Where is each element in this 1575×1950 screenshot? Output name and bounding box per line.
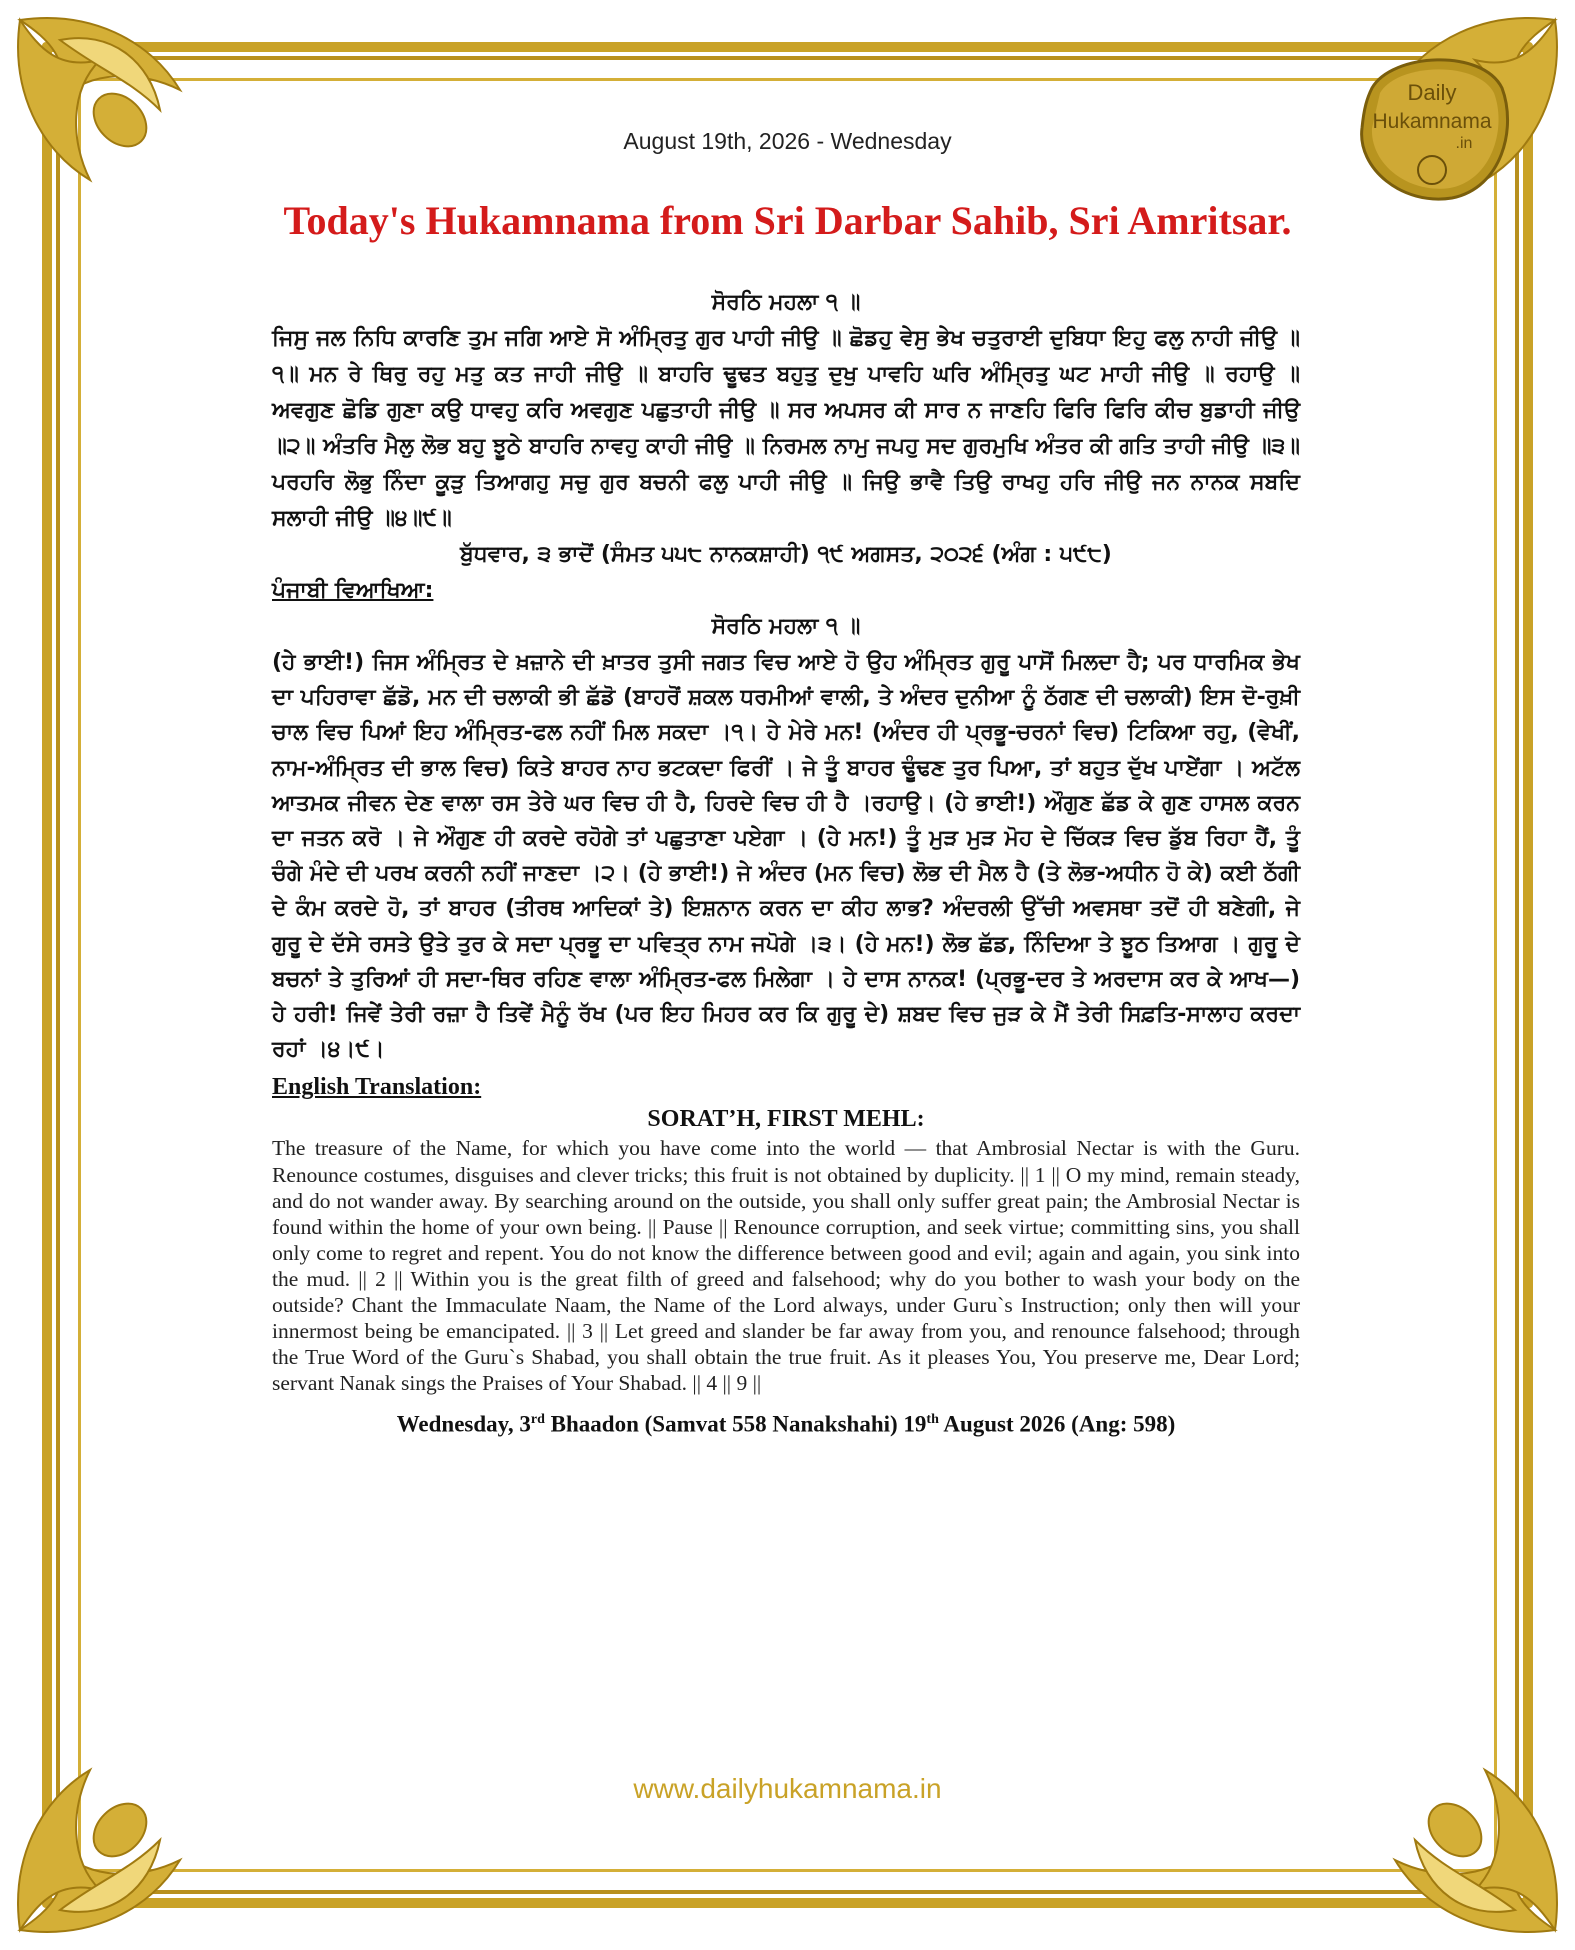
content-body [272,285,1300,1443]
svg-text:Daily: Daily [1407,80,1457,105]
footer-url-link[interactable]: www.dailyhukamnama.in [633,1773,942,1804]
english-translation: The treasure of the Name, for which you have come into the world — that Ambrosial Nectar is with the Guru. Renounce costumes, disguises and clever tricks; this fruit is not obtained by duplicity. || 1 || O my mind, remain steady, and do not wander away. By searching around on the outside, you shall only suffer great pain; the Ambrosial Nectar is found within the home of your own being. || Pause || Renounce corruption, and seek virtue; committing sins, you shall only come to regret and repent. You do not know the difference between good and evil; again and again, you sink into the mud. || 2 || Within you is the great filth of greed and falsehood; why do you bother to wash your body on the outside? Chant the Immaculate Naam, the Name of the Lord always, under Guru`s Instruction; only then will your innermost being be emancipated. || 3 || Let greed and slander be far away from you, and renounce falsehood; through the True Word of the Guru`s Shabad, you shall obtain the true fruit. As it pleases You, You preserve me, Dear Lord; servant Nanak sings the Praises of Your Shabad. || 4 || 9 || [272,1136,1300,1396]
punjabi-heading: ਸੋਰਠਿ ਮਹਲਾ ੧ ॥ [711,614,861,639]
english-date-line: Wednesday, 3rd Bhaadon (Samvat 558 Nanakshahi) 19th August 2026 (Ang: 598) [396,1412,1176,1438]
svg-text:.in: .in [1455,135,1473,152]
english-section-label: English Translation: [272,1074,482,1101]
english-heading: SORAT’H, FIRST MEHL: [647,1106,925,1133]
gurbani-heading: ਸੋਰਠਿ ਮਹਲਾ ੧ ॥ [711,290,861,315]
punjabi-section-label: ਪੰਜਾਬੀ ਵਿਆਖਿਆ: [272,578,434,603]
ornament-corner-bottom-left [0,1670,280,1950]
page-title: Today's Hukamnama from Sri Darbar Sahib, Sri Amritsar. [283,198,1292,243]
gurbani-text: ਜਿਸੁ ਜਲ ਨਿਧਿ ਕਾਰਣਿ ਤੁਮ ਜਗਿ ਆਏ ਸੋ ਅੰਮ੍ਰਿਤੁ ਗੁਰ ਪਾਹੀ ਜੀਉ ॥ ਛੋਡਹੁ ਵੇਸੁ ਭੇਖ ਚਤੁਰਾਈ ਦੁਬਿਧਾ ਇਹੁ ਫਲੁ ਨਾਹੀ ਜੀਉ ॥੧॥ ਮਨ ਰੇ ਥਿਰੁ ਰਹੁ ਮਤੁ ਕਤ ਜਾਹੀ ਜੀਉ ॥ ਬਾਹਰਿ ਢੂਢਤ ਬਹੁਤੁ ਦੁਖੁ ਪਾਵਹਿ ਘਰਿ ਅੰਮ੍ਰਿਤੁ ਘਟ ਮਾਹੀ ਜੀਉ ॥ ਰਹਾਉ ॥ ਅਵਗੁਣ ਛੋਡਿ ਗੁਣਾ ਕਉ ਧਾਵਹੁ ਕਰਿ ਅਵਗੁਣ ਪਛੁਤਾਹੀ ਜੀਉ ॥ ਸਰ ਅਪਸਰ ਕੀ ਸਾਰ ਨ ਜਾਣਹਿ ਫਿਰਿ ਫਿਰਿ ਕੀਚ ਬੁਡਾਹੀ ਜੀਉ ॥੨॥ ਅੰਤਰਿ ਮੈਲੁ ਲੋਭ ਬਹੁ ਝੂਠੇ ਬਾਹਰਿ ਨਾਵਹੁ ਕਾਹੀ ਜੀਉ ॥ ਨਿਰਮਲ ਨਾਮੁ ਜਪਹੁ ਸਦ ਗੁਰਮੁਖਿ ਅੰਤਰ ਕੀ ਗਤਿ ਤਾਹੀ ਜੀਉ ॥੩॥ ਪਰਹਰਿ ਲੋਭੁ ਨਿੰਦਾ ਕੂੜੁ ਤਿਆਗਹੁ ਸਚੁ ਗੁਰ ਬਚਨੀ ਫਲੁ ਪਾਹੀ ਜੀਉ ॥ ਜਿਉ ਭਾਵੈ ਤਿਉ ਰਾਖਹੁ ਹਰਿ ਜੀਉ ਜਨ ਨਾਨਕ ਸਬਦਿ ਸਲਾਹੀ ਜੀਉ ॥੪॥੯॥ [272,326,1300,531]
gurbani-date-line: ਬੁੱਧਵਾਰ, ੩ ਭਾਦੋਂ (ਸੰਮਤ ੫੫੮ ਨਾਨਕਸ਼ਾਹੀ) ੧੯ ਅਗਸਤ, ੨੦੨੬ (ਅੰਗ : ੫੯੮) [460,542,1112,567]
header-date: August 19th, 2026 - Wednesday [623,128,952,154]
svg-text:Hukamnama: Hukamnama [1372,110,1492,133]
punjabi-explanation: (ਹੇ ਭਾਈ!) ਜਿਸ ਅੰਮ੍ਰਿਤ ਦੇ ਖ਼ਜ਼ਾਨੇ ਦੀ ਖ਼ਾਤਰ ਤੁਸੀ ਜਗਤ ਵਿਚ ਆਏ ਹੋ ਉਹ ਅੰਮ੍ਰਿਤ ਗੁਰੂ ਪਾਸੋਂ ਮਿਲਦਾ ਹੈ; ਪਰ ਧਾਰਮਿਕ ਭੇਖ ਦਾ ਪਹਿਰਾਵਾ ਛੱਡੋ, ਮਨ ਦੀ ਚਲਾਕੀ ਭੀ ਛੱਡੋ (ਬਾਹਰੋਂ ਸ਼ਕਲ ਧਰਮੀਆਂ ਵਾਲੀ, ਤੇ ਅੰਦਰ ਦੁਨੀਆ ਨੂੰ ਠੱਗਣ ਦੀ ਚਲਾਕੀ) ਇਸ ਦੋ-ਰੁਖ਼ੀ ਚਾਲ ਵਿਚ ਪਿਆਂ ਇਹ ਅੰਮ੍ਰਿਤ-ਫਲ ਨਹੀਂ ਮਿਲ ਸਕਦਾ ।੧। ਹੇ ਮੇਰੇ ਮਨ! (ਅੰਦਰ ਹੀ ਪ੍ਰਭੂ-ਚਰਨਾਂ ਵਿਚ) ਟਿਕਿਆ ਰਹੁ, (ਵੇਖੀਂ, ਨਾਮ-ਅੰਮ੍ਰਿਤ ਦੀ ਭਾਲ ਵਿਚ) ਕਿਤੇ ਬਾਹਰ ਨਾਹ ਭਟਕਦਾ ਫਿਰੀਂ । ਜੇ ਤੂੰ ਬਾਹਰ ਢੂੰਢਣ ਤੁਰ ਪਿਆ, ਤਾਂ ਬਹੁਤ ਦੁੱਖ ਪਾਏਂਗਾ । ਅਟੱਲ ਆਤਮਕ ਜੀਵਨ ਦੇਣ ਵਾਲਾ ਰਸ ਤੇਰੇ ਘਰ ਵਿਚ ਹੀ ਹੈ, ਹਿਰਦੇ ਵਿਚ ਹੀ ਹੈ ।ਰਹਾਉ। (ਹੇ ਭਾਈ!) ਔਗੁਣ ਛੱਡ ਕੇ ਗੁਣ ਹਾਸਲ ਕਰਨ ਦਾ ਜਤਨ ਕਰੋ । ਜੇ ਔਗੁਣ ਹੀ ਕਰਦੇ ਰਹੋਗੇ ਤਾਂ ਪਛੁਤਾਣਾ ਪਏਗਾ । (ਹੇ ਮਨ!) ਤੂੰ ਮੁੜ ਮੁੜ ਮੋਹ ਦੇ ਚਿੱਕੜ ਵਿਚ ਡੁੱਬ ਰਿਹਾ ਹੈਂ, ਤੂੰ ਚੰਗੇ ਮੰਦੇ ਦੀ ਪਰਖ ਕਰਨੀ ਨਹੀਂ ਜਾਣਦਾ ।੨। (ਹੇ ਭਾਈ!) ਜੇ ਅੰਦਰ (ਮਨ ਵਿਚ) ਲੋਭ ਦੀ ਮੈਲ ਹੈ (ਤੇ ਲੋਭ-ਅਧੀਨ ਹੋ ਕੇ) ਕਈ ਠੱਗੀ ਦੇ ਕੰਮ ਕਰਦੇ ਹੋ, ਤਾਂ ਬਾਹਰ (ਤੀਰਥ ਆਦਿਕਾਂ ਤੇ) ਇਸ਼ਨਾਨ ਕਰਨ ਦਾ ਕੀਹ ਲਾਭ? ਅੰਦਰਲੀ ਉੱਚੀ ਅਵਸਥਾ ਤਦੋਂ ਹੀ ਬਣੇਗੀ, ਜੇ ਗੁਰੂ ਦੇ ਦੱਸੇ ਰਸਤੇ ਉਤੇ ਤੁਰ ਕੇ ਸਦਾ ਪ੍ਰਭੂ ਦਾ ਪਵਿਤ੍ਰ ਨਾਮ ਜਪੋਗੇ ।੩। (ਹੇ ਮਨ!) ਲੋਭ ਛੱਡ, ਨਿੰਦਿਆ ਤੇ ਝੂਠ ਤਿਆਗ । ਗੁਰੂ ਦੇ ਬਚਨਾਂ ਤੇ ਤੁਰਿਆਂ ਹੀ ਸਦਾ-ਥਿਰ ਰਹਿਣ ਵਾਲਾ ਅੰਮ੍ਰਿਤ-ਫਲ ਮਿਲੇਗਾ । ਹੇ ਦਾਸ ਨਾਨਕ! (ਪ੍ਰਭੂ-ਦਰ ਤੇ ਅਰਦਾਸ ਕਰ ਕੇ ਆਖ—) ਹੇ ਹਰੀ! ਜਿਵੇਂ ਤੇਰੀ ਰਜ਼ਾ ਹੈ ਤਿਵੇਂ ਮੈਨੂੰ ਰੱਖ (ਪਰ ਇਹ ਮਿਹਰ ਕਰ ਕਿ ਗੁਰੂ ਦੇ) ਸ਼ਬਦ ਵਿਚ ਜੁੜ ਕੇ ਮੈਂ ਤੇਰੀ ਸਿਫ਼ਤਿ-ਸਾਲਾਹ ਕਰਦਾ ਰਹਾਂ ।੪।੯। [272,650,1300,1063]
ornament-corner-bottom-right [1295,1670,1575,1950]
